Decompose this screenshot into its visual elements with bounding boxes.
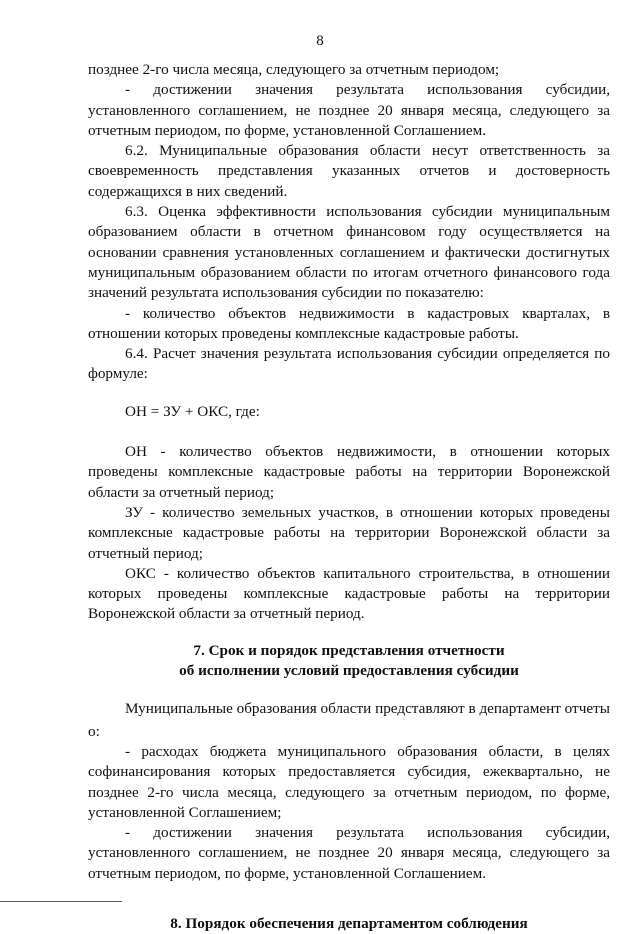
paragraph-6-2: 6.2. Муниципальные образования области несут ответственность за своевременность представления указанных отчетов и достоверность содержащихся в них сведений. (88, 142, 610, 200)
paragraph-7-expenses: - расходах бюджета муниципального образования области, в целях софинансирования которых предоставляется субсидия, ежеквартально, не позднее 2-го числа месяца, следующего за отчетным периодом, по форме, установленной Соглашением; (88, 742, 610, 821)
paragraph-6-4: 6.4. Расчет значения результата использования субсидии определяется по формуле: (88, 345, 610, 383)
section-8-heading: 8. Порядок обеспечения департаментом соблюдения (170, 914, 528, 932)
document-body (88, 60, 610, 934)
formula: ОН = ЗУ + ОКС, где: (125, 402, 260, 420)
definition-on: ОН - количество объектов недвижимости, в отношении которых проведены комплексные кадастровые работы на территории Воронежской области за отчетный период; (88, 443, 610, 501)
section-7-heading-line2: об исполнении условий предоставления субсидии (179, 662, 519, 680)
paragraph-indicator: - количество объектов недвижимости в кадастровых кварталах, в отношении которых проведены комплексные кадастровые работы. (88, 304, 610, 342)
section-7-heading-line1: 7. Срок и порядок представления отчетности (193, 641, 505, 659)
paragraph-result-report: - достижении значения результата использования субсидии, установленного соглашением, не позднее 20 января месяца, следующего за отчетным периодом, по форме, установленной Соглашением. (88, 81, 610, 139)
paragraph-7-result: - достижении значения результата использования субсидии, установленного соглашением, не позднее 20 января месяца, следующего за отчетным периодом, по форме, установленной Соглашением. (88, 824, 610, 882)
definition-zu: ЗУ - количество земельных участков, в отношении которых проведены комплексные кадастровые работы на территории Воронежской области за отчетный период; (88, 503, 610, 562)
definition-oks: ОКС - количество объектов капитального строительства, в отношении которых проведены комплексные кадастровые работы на территории Воронежской области за отчетный период. (88, 564, 610, 623)
paragraph-7-intro-tail: о: (88, 722, 100, 740)
paragraph-6-3: 6.3. Оценка эффективности использования субсидии муниципальным образованием области в отчетном финансовом году осуществляется на основании сравнения установленных соглашением и фактически достигнутых муниципальным образованием области по итогам отчетного финансового года значений результата использования субсидии по показателю: (88, 203, 610, 302)
section-7-heading (88, 641, 610, 682)
page-number: 8 (316, 33, 324, 49)
paragraph-7-intro: Муниципальные образования области представляют в департамент отчеты (125, 700, 610, 718)
footer-divider (0, 901, 122, 902)
paragraph-deadline-tail: позднее 2-го числа месяца, следующего за отчетным периодом; (88, 61, 500, 78)
